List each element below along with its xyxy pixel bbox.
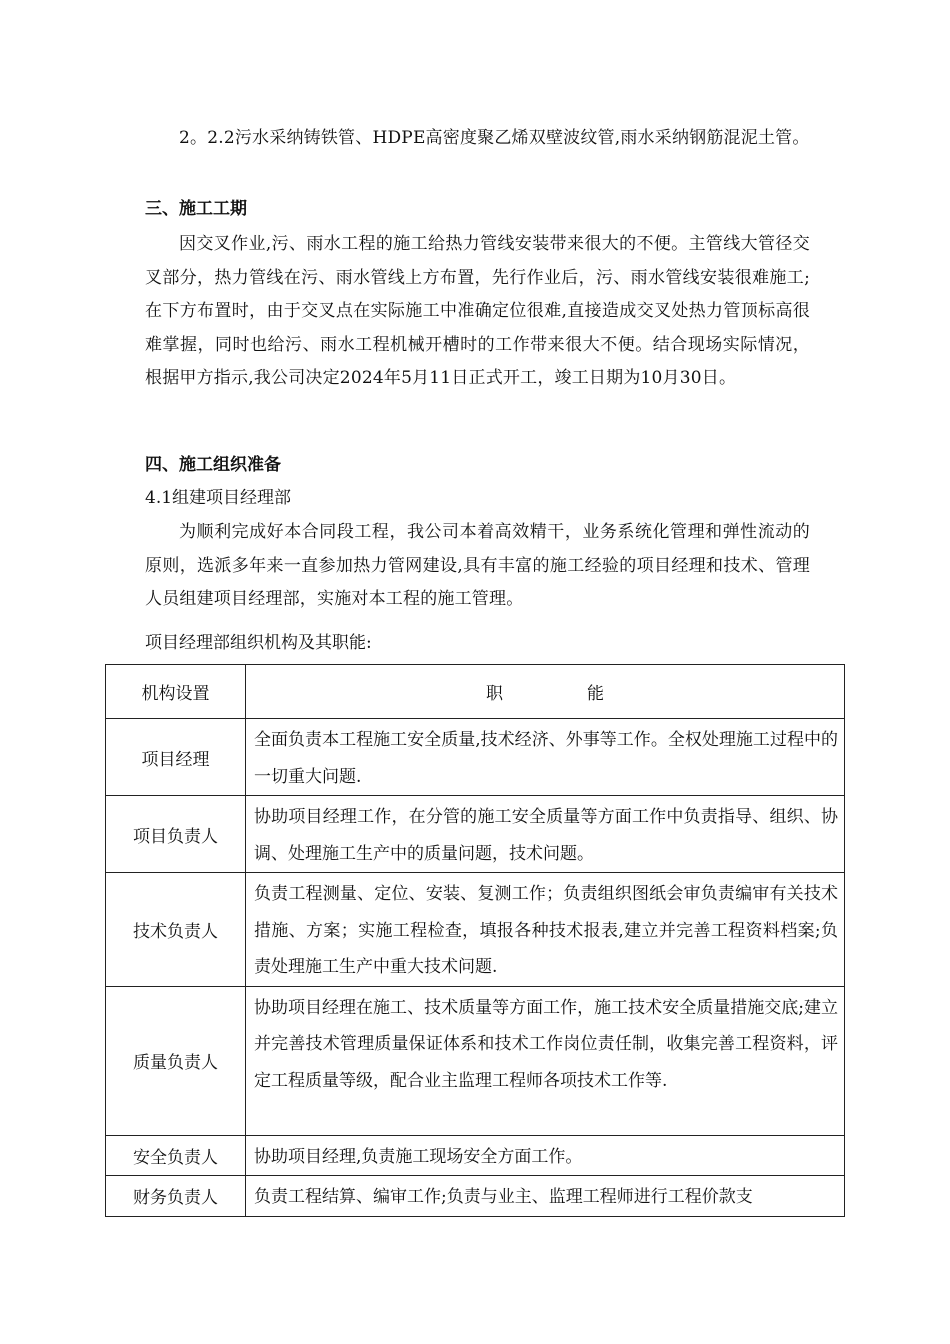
table-row	[106, 1135, 845, 1176]
organization-table	[105, 664, 845, 1217]
duty-cell: 协助项目经理工作，在分管的施工安全质量等方面工作中负责指导、组织、协调、处理施工生产中的质量问题，技术问题。	[246, 796, 845, 873]
header-duty: 职能	[246, 665, 845, 719]
role-cell: 项目经理	[106, 719, 246, 796]
role-cell: 安全负责人	[106, 1135, 246, 1176]
role-cell: 技术负责人	[106, 873, 246, 987]
role-cell: 项目负责人	[106, 796, 246, 873]
table-row	[106, 873, 845, 987]
role-cell: 质量负责人	[106, 986, 246, 1135]
table-row	[106, 986, 845, 1135]
role-cell: 财务负责人	[106, 1176, 246, 1217]
table-row	[106, 796, 845, 873]
duty-cell: 协助项目经理在施工、技术质量等方面工作，施工技术安全质量措施交底;建立并完善技术管理质量保证体系和技术工作岗位责任制，收集完善工程资料，评定工程质量等级，配合业主监理工程师各项技术工作等.	[246, 986, 845, 1135]
table-row	[106, 1176, 845, 1217]
paragraph-schedule: 因交叉作业,污、雨水工程的施工给热力管线安装带来很大的不便。主管线大管径交叉部分，热力管线在污、雨水管线上方布置，先行作业后，污、雨水管线安装很难施工;在下方布置时，由于交叉点在实际施工中准确定位很难,直接造成交叉处热力管顶标高很难掌握，同时也给污、雨水工程机械开槽时的工作带来很大不便。结合现场实际情况，根据甲方指示,我公司决定2024年5月11日正式开工，竣工日期为10月30日。	[145, 234, 810, 388]
header-role: 机构设置	[106, 665, 246, 719]
table-header-row	[106, 665, 845, 719]
duty-cell: 协助项目经理,负责施工现场安全方面工作。	[246, 1135, 845, 1176]
duty-cell: 全面负责本工程施工安全质量,技术经济、外事等工作。全权处理施工过程中的一切重大问题.	[246, 719, 845, 796]
section-heading-3: 三、施工工期	[145, 199, 247, 219]
duty-cell: 负责工程结算、编审工作;负责与业主、监理工程师进行工程价款支	[246, 1176, 845, 1217]
table-row	[106, 719, 845, 796]
section-heading-4: 四、施工组织准备	[145, 455, 281, 475]
duty-cell: 负责工程测量、定位、安装、复测工作；负责组织图纸会审负责编审有关技术措施、方案；实施工程检查，填报各种技术报表,建立并完善工程资料档案;负责处理施工生产中重大技术问题.	[246, 873, 845, 987]
subsection-4-1: 4.1组建项目经理部	[145, 488, 292, 508]
table-intro: 项目经理部组织机构及其职能:	[145, 633, 372, 653]
paragraph-2-2-2: 2。2.2污水采纳铸铁管、HDPE高密度聚乙烯双壁波纹管,雨水采纳钢筋混泥土管。	[179, 128, 810, 148]
paragraph-organization: 为顺利完成好本合同段工程，我公司本着高效精干，业务系统化管理和弹性流动的原则，选派多年来一直参加热力管网建设,具有丰富的施工经验的项目经理和技术、管理人员组建项目经理部，实施对本工程的施工管理。	[145, 522, 810, 609]
